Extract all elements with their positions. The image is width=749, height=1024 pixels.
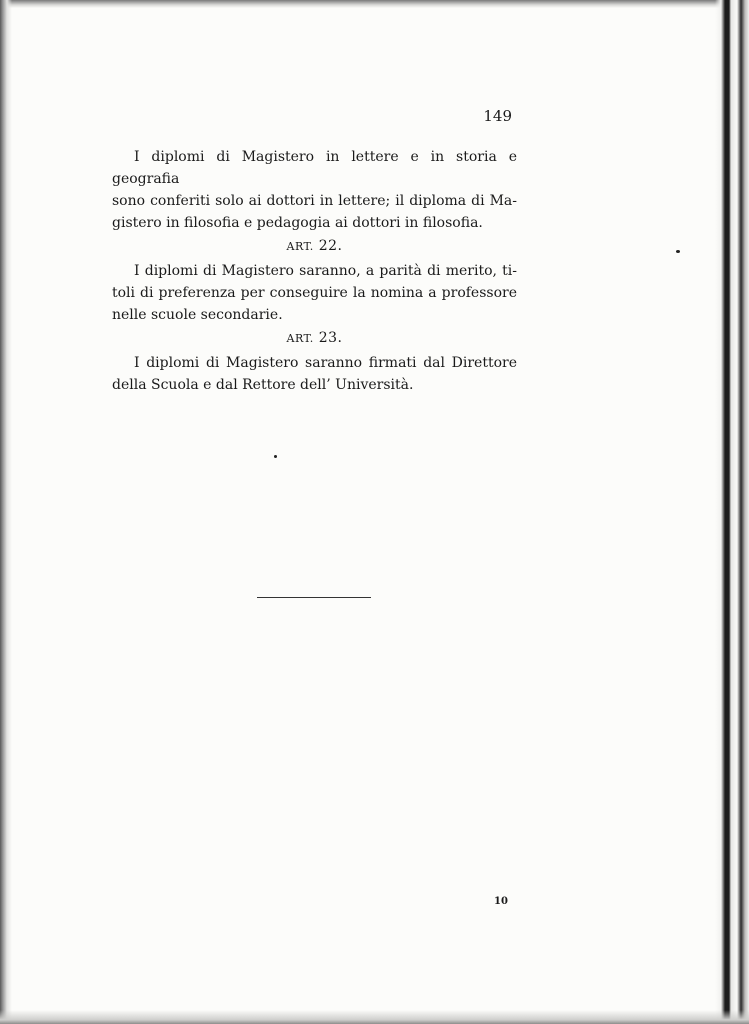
text-line: I diplomi di Magistero in lettere e in storia e geografia — [112, 149, 517, 187]
text-line: sono conferiti solo ai dottori in lettere; il diploma di Ma- — [112, 193, 517, 209]
text-line: gistero in filosofia e pedagogia ai dottori in filosofia. — [112, 215, 483, 231]
scan-left-shadow — [0, 0, 12, 1024]
paragraph-diplomi-lettere — [112, 146, 517, 234]
page-number: 149 — [483, 107, 512, 125]
text-line: della Scuola e dal Rettore dell’ Università. — [112, 377, 414, 393]
ink-speck — [274, 455, 277, 458]
article-prefix: ART. — [286, 332, 314, 345]
article-22-heading — [112, 235, 517, 258]
scan-right-binding-edge — [715, 0, 749, 1024]
article-23-heading — [112, 327, 517, 350]
scan-top-shadow — [0, 0, 749, 8]
body-text — [112, 146, 517, 396]
paragraph-preferenza — [112, 260, 517, 326]
text-line: I diplomi di Magistero saranno, a parità di merito, ti- — [134, 263, 517, 279]
text-line: nelle scuole secondarie. — [112, 307, 283, 323]
text-line: toli di preferenza per conseguire la nomina a professore — [112, 285, 517, 301]
scan-bottom-shadow — [0, 1010, 749, 1024]
paragraph-firmati — [112, 352, 517, 396]
article-number: 23. — [318, 330, 343, 346]
article-prefix: ART. — [286, 240, 314, 253]
signature-mark: 10 — [494, 896, 508, 907]
ink-speck — [676, 250, 680, 253]
text-line: I diplomi di Magistero saranno firmati dal Direttore — [134, 355, 517, 371]
section-divider-rule — [257, 597, 371, 598]
article-number: 22. — [318, 238, 343, 254]
